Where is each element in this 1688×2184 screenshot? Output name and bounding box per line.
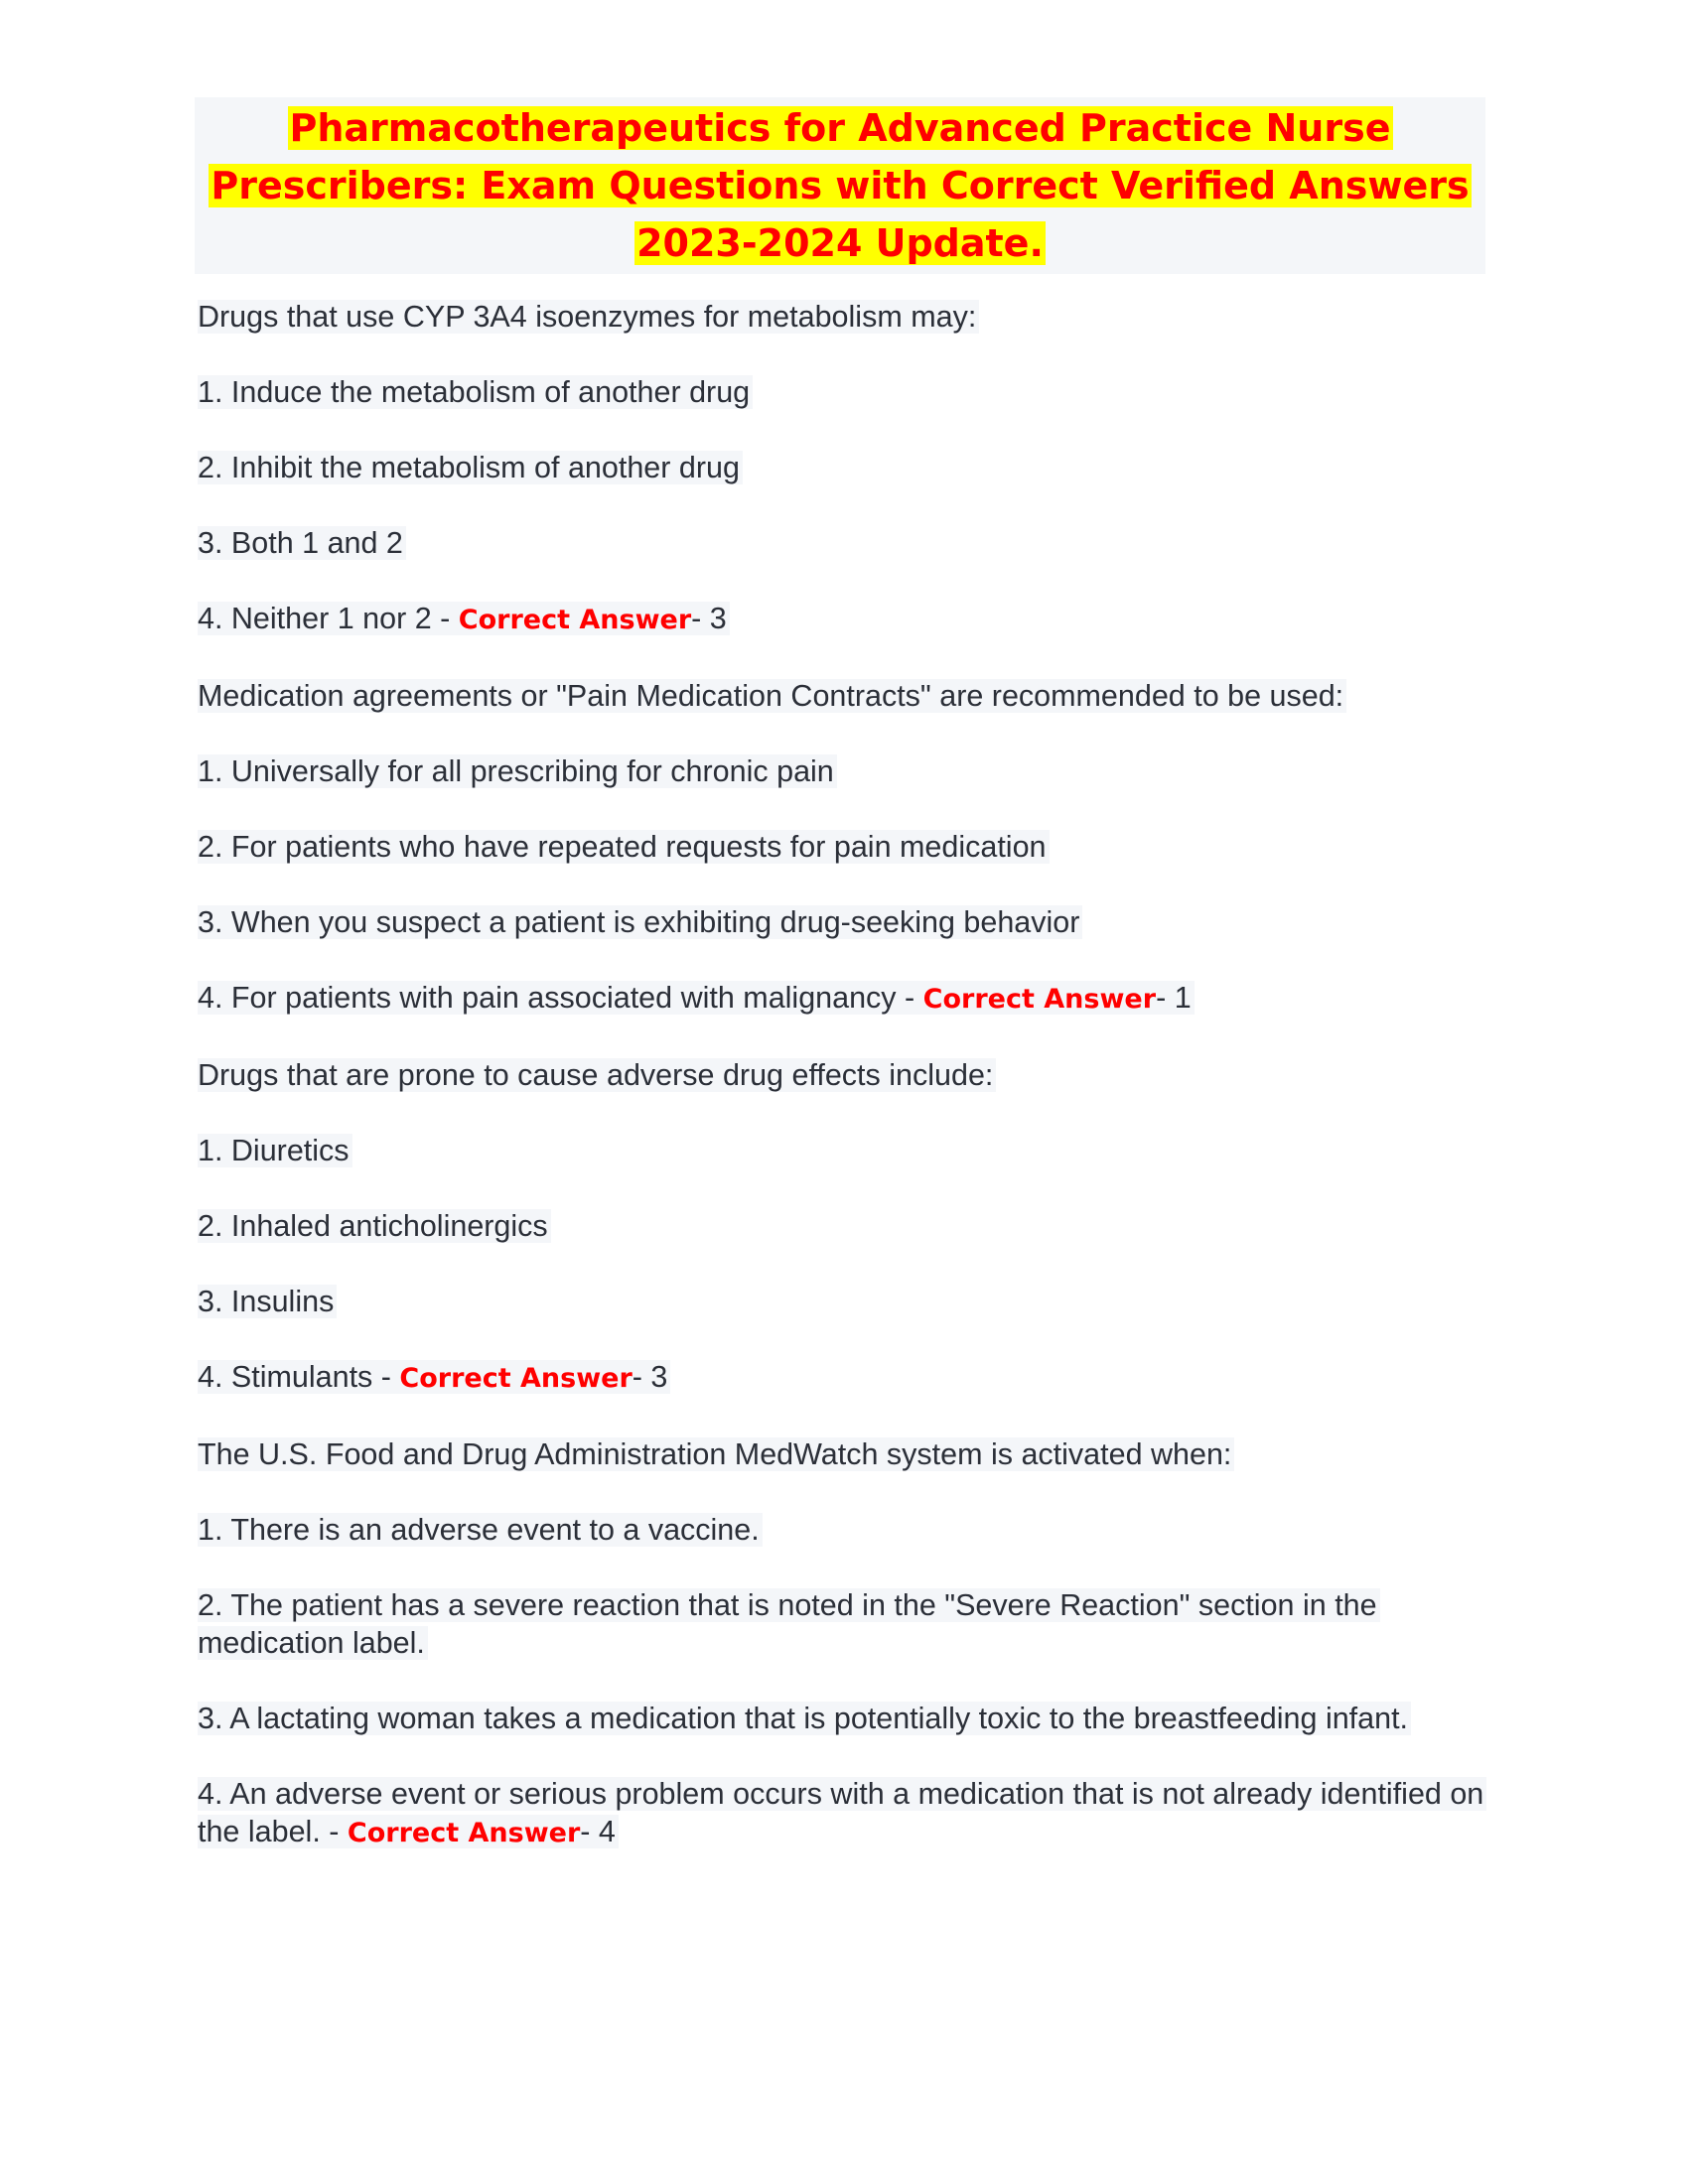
title-line-1: Pharmacotherapeutics for Advanced Practice Nurse bbox=[289, 106, 1391, 150]
question-3-stem: Drugs that are prone to cause adverse drug effects include: bbox=[198, 1056, 1485, 1094]
document-page bbox=[195, 97, 1485, 1890]
title-line-2: Prescribers: Exam Questions with Correct Verified Answers bbox=[211, 164, 1470, 207]
correct-answer-label: Correct Answer bbox=[458, 605, 692, 635]
question-4-option-4: 4. An adverse event or serious problem occurs with a medication that is not already identified on the label. - Correct Answer- 4 bbox=[198, 1775, 1488, 1852]
question-1-option-4: 4. Neither 1 nor 2 - Correct Answer- 3 bbox=[198, 600, 1485, 639]
question-2-stem: Medication agreements or "Pain Medication Contracts" are recommended to be used: bbox=[198, 677, 1485, 715]
document-title bbox=[195, 97, 1485, 274]
question-4-option-3: 3. A lactating woman takes a medication that is potentially toxic to the breastfeeding infant. bbox=[198, 1700, 1488, 1737]
question-2-option-4: 4. For patients with pain associated with malignancy - Correct Answer- 1 bbox=[198, 979, 1485, 1019]
correct-answer-value: - 1 bbox=[1156, 981, 1192, 1015]
question-1-option-3: 3. Both 1 and 2 bbox=[198, 524, 1485, 562]
question-1-option-2: 2. Inhibit the metabolism of another drug bbox=[198, 449, 1485, 486]
question-4-option-1: 1. There is an adverse event to a vaccine. bbox=[198, 1511, 1485, 1549]
questions-list bbox=[195, 298, 1485, 1852]
correct-answer-label: Correct Answer bbox=[399, 1363, 633, 1394]
correct-answer-label: Correct Answer bbox=[347, 1818, 581, 1848]
question-3-option-2: 2. Inhaled anticholinergics bbox=[198, 1207, 1485, 1245]
question-2-option-3: 3. When you suspect a patient is exhibiting drug-seeking behavior bbox=[198, 903, 1485, 941]
correct-answer-value: - 3 bbox=[691, 602, 727, 635]
question-3-option-4: 4. Stimulants - Correct Answer- 3 bbox=[198, 1358, 1485, 1398]
correct-answer-label: Correct Answer bbox=[922, 984, 1157, 1015]
question-3-option-1: 1. Diuretics bbox=[198, 1132, 1485, 1169]
question-4-option-2: 2. The patient has a severe reaction that is noted in the "Severe Reaction" section in the medication label. bbox=[198, 1586, 1488, 1662]
question-3-option-3: 3. Insulins bbox=[198, 1283, 1485, 1320]
question-1-stem: Drugs that use CYP 3A4 isoenzymes for metabolism may: bbox=[198, 298, 1485, 336]
question-2-option-2: 2. For patients who have repeated requests for pain medication bbox=[198, 828, 1485, 866]
question-2-option-1: 1. Universally for all prescribing for chronic pain bbox=[198, 752, 1485, 790]
correct-answer-value: - 3 bbox=[632, 1360, 668, 1394]
correct-answer-value: - 4 bbox=[580, 1815, 616, 1848]
title-line-3: 2023-2024 Update. bbox=[636, 221, 1044, 265]
question-1-option-1: 1. Induce the metabolism of another drug bbox=[198, 373, 1485, 411]
question-4-stem: The U.S. Food and Drug Administration MedWatch system is activated when: bbox=[198, 1435, 1485, 1473]
